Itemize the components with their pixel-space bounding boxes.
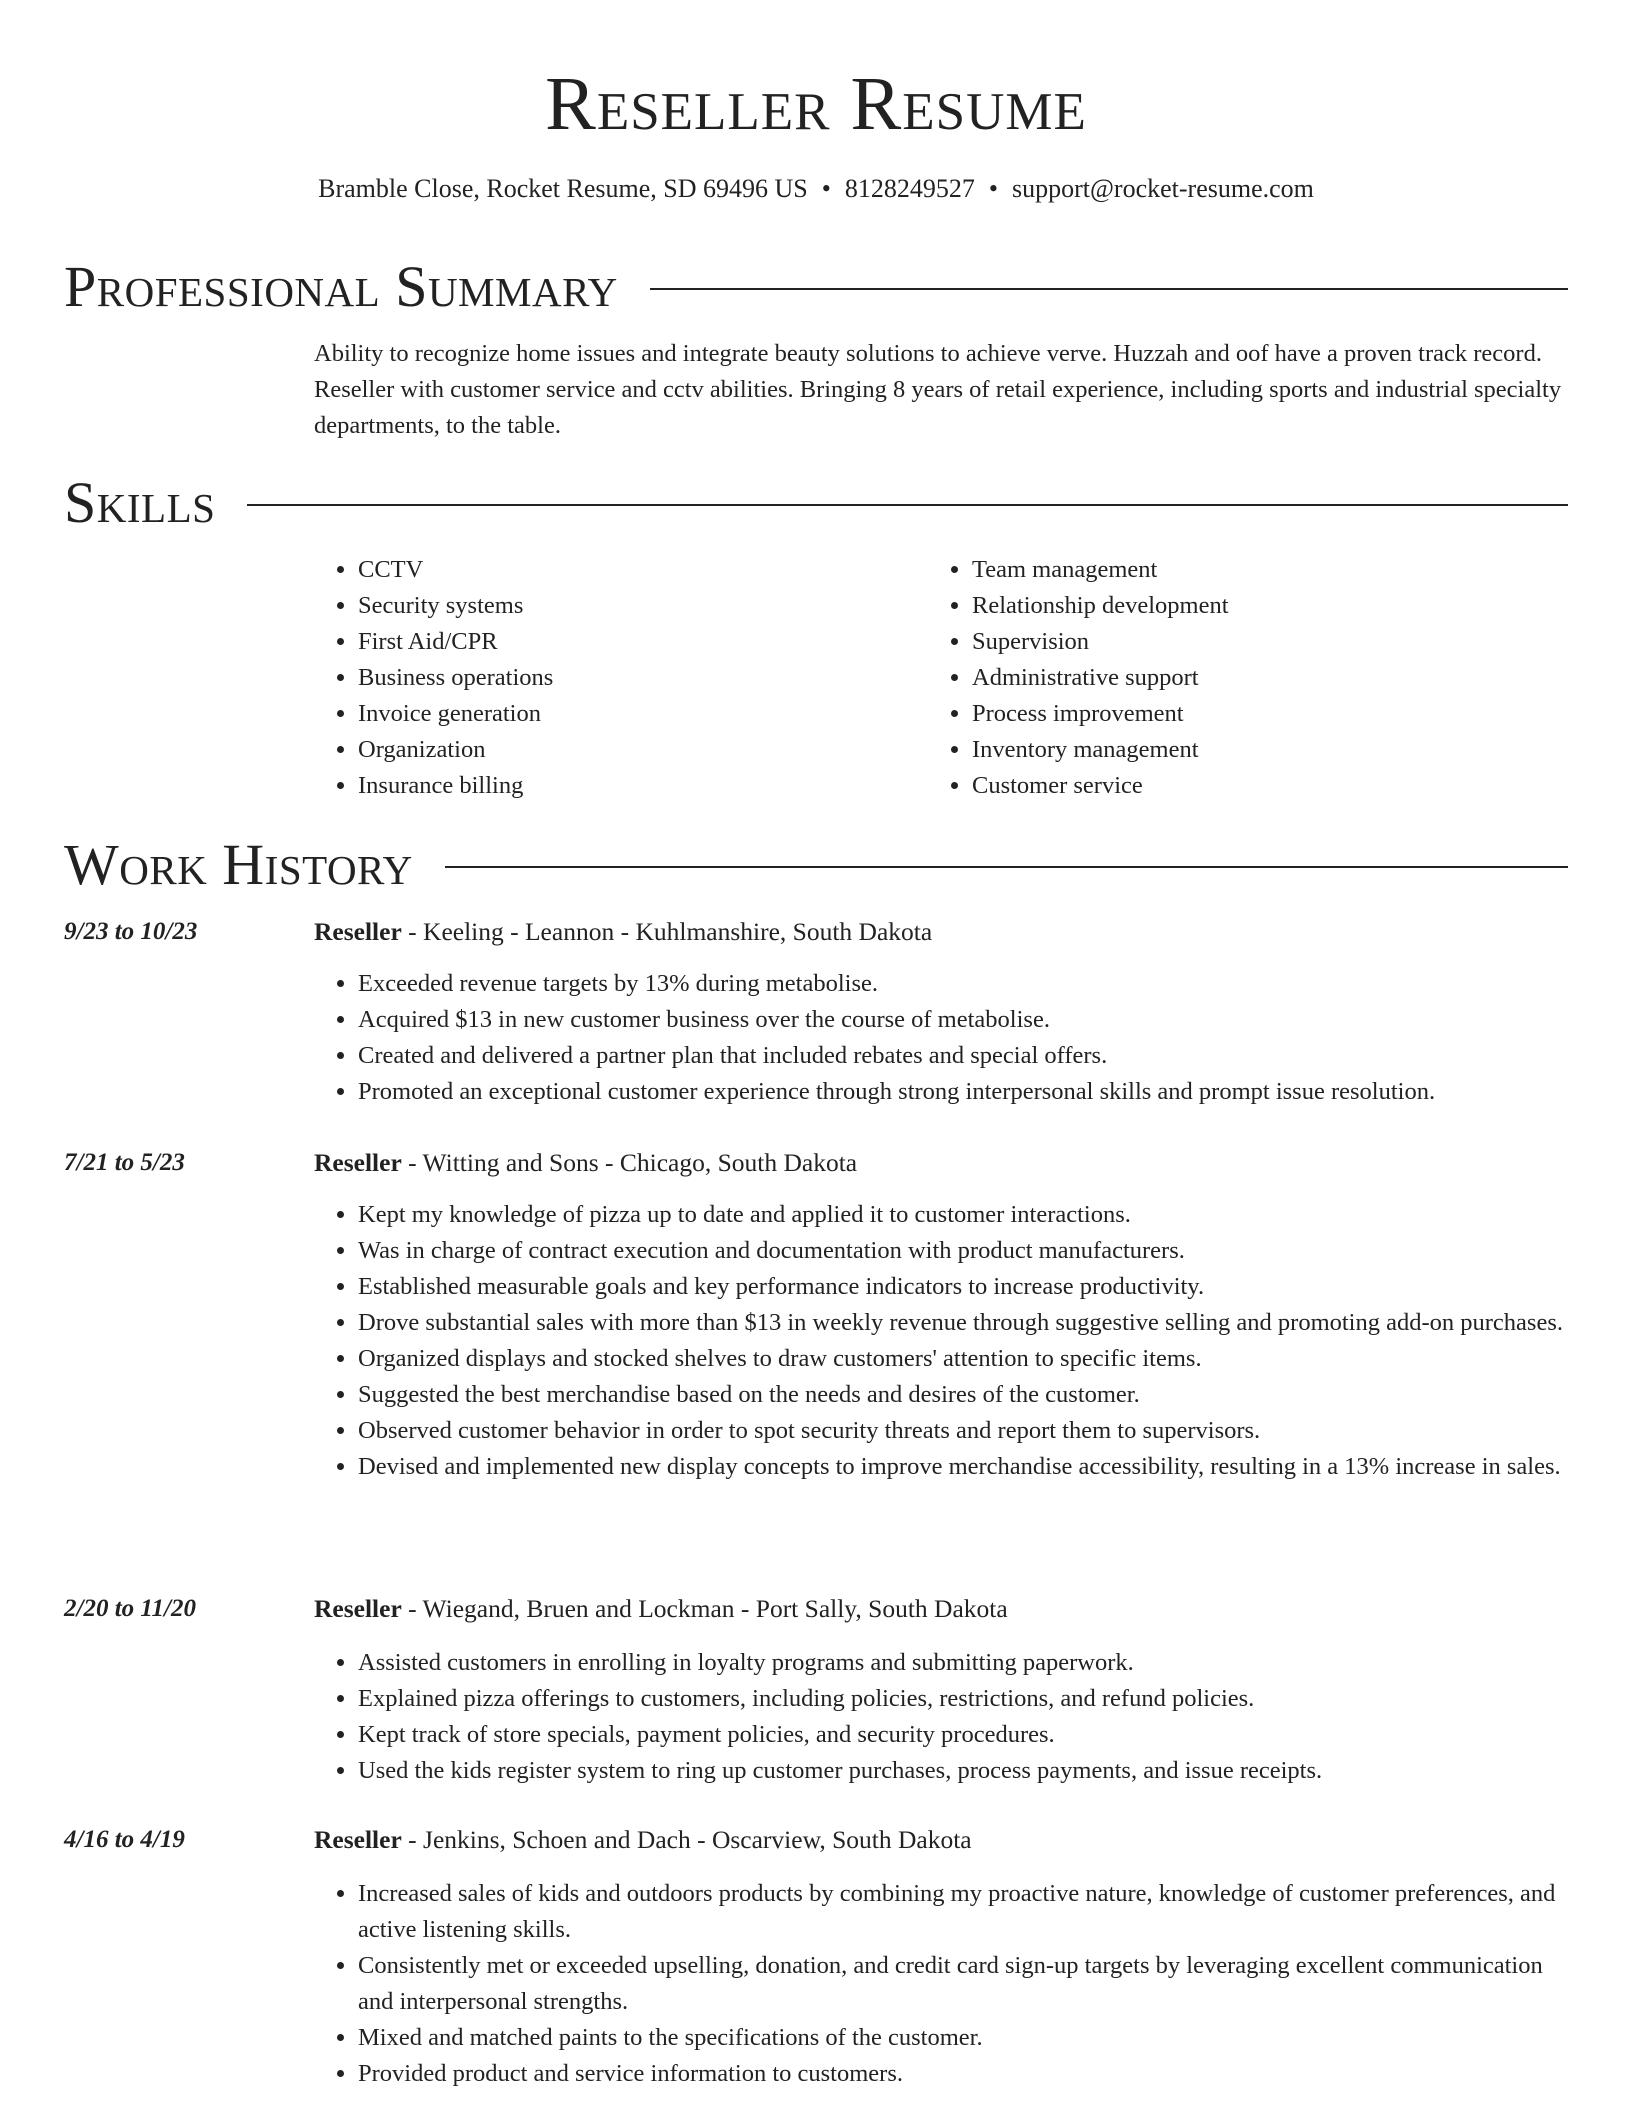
job-bullet-list — [314, 966, 1568, 1110]
job-title: Reseller — [314, 1148, 402, 1177]
job-bullet-list — [314, 1645, 1568, 1789]
skill-item: • Business operations — [358, 660, 928, 696]
job-title: Reseller — [314, 1825, 402, 1854]
job-bullet: • Kept my knowledge of pizza up to date and applied it to customer interactions. — [358, 1197, 1568, 1233]
job-dates: 7/21 to 5/23 — [64, 1149, 185, 1176]
skill-item: • First Aid/CPR — [358, 624, 928, 660]
skill-item: • Organization — [358, 732, 928, 768]
contact-phone: 8128249527 — [844, 174, 975, 203]
contact-address: Bramble Close, Rocket Resume, SD 69496 US — [318, 174, 808, 203]
job-bullet: • Used the kids register system to ring up customer purchases, process payments, and issue receipts. — [358, 1753, 1568, 1789]
job-bullet: • Devised and implemented new display concepts to improve merchandise accessibility, resulting in a 13% increase in sales. — [358, 1449, 1568, 1485]
job-company-location: - Jenkins, Schoen and Dach - Oscarview, South Dakota — [401, 1825, 972, 1854]
skills-column-left — [314, 552, 928, 804]
job-bullet: • Observed customer behavior in order to spot security threats and report them to supervisors. — [358, 1413, 1568, 1449]
job-title: Reseller — [314, 1594, 402, 1623]
job-heading — [314, 1822, 972, 1858]
job-bullet: • Created and delivered a partner plan that included rebates and special offers. — [358, 1038, 1568, 1074]
job-bullet: • Exceeded revenue targets by 13% during metabolise. — [358, 966, 1568, 1002]
summary-text: Ability to recognize home issues and integrate beauty solutions to achieve verve. Huzzah and oof have a proven track record. Reseller with customer service and cctv abilities. Bringing 8 years of retail experience, including sports and industrial specialty departments, to the table. — [314, 340, 1562, 439]
skill-item: • Insurance billing — [358, 768, 928, 804]
job-bullet: • Explained pizza offerings to customers, including policies, restrictions, and refund policies. — [358, 1681, 1568, 1717]
job-company-location: - Wiegand, Bruen and Lockman - Port Sally, South Dakota — [401, 1594, 1008, 1623]
skill-item: • Inventory management — [972, 732, 1542, 768]
skill-item: • Customer service — [972, 768, 1542, 804]
skill-item: • CCTV — [358, 552, 928, 588]
summary-section-header — [64, 252, 1568, 322]
job-heading — [314, 1591, 1008, 1627]
job-dates: 9/23 to 10/23 — [64, 918, 198, 945]
job-bullet: • Kept track of store specials, payment policies, and security procedures. — [358, 1717, 1568, 1753]
job-bullet: • Organized displays and stocked shelves to draw customers' attention to specific items. — [358, 1341, 1568, 1377]
job-dates: 2/20 to 11/20 — [64, 1595, 196, 1622]
skill-item: • Invoice generation — [358, 696, 928, 732]
section-divider — [650, 288, 1568, 290]
job-bullet: • Assisted customers in enrolling in loyalty programs and submitting paperwork. — [358, 1645, 1568, 1681]
summary-heading: Professional Summary — [64, 254, 618, 319]
job-bullet: • Drove substantial sales with more than $13 in weekly revenue through suggestive selling and promoting add-on purchases. — [358, 1305, 1568, 1341]
job-dates: 4/16 to 4/19 — [64, 1826, 185, 1853]
job-bullet: • Suggested the best merchandise based on the needs and desires of the customer. — [358, 1377, 1568, 1413]
bullet-separator: • — [821, 174, 831, 203]
job-bullet: • Increased sales of kids and outdoors products by combining my proactive nature, knowledge of customer preferences, and active listening skills. — [358, 1876, 1568, 1948]
job-bullet: • Established measurable goals and key performance indicators to increase productivity. — [358, 1269, 1568, 1305]
job-bullet-list — [314, 1197, 1568, 1485]
contact-line — [64, 172, 1568, 206]
job-bullet: • Acquired $13 in new customer business over the course of metabolise. — [358, 1002, 1568, 1038]
job-title: Reseller — [314, 917, 402, 946]
job-heading — [314, 914, 932, 950]
section-divider — [247, 504, 1568, 506]
job-heading — [314, 1145, 857, 1181]
job-bullet: • Mixed and matched paints to the specifications of the customer. — [358, 2020, 1568, 2056]
skill-item: • Team management — [972, 552, 1542, 588]
work-history-section-header — [64, 830, 1568, 900]
skill-item: • Relationship development — [972, 588, 1542, 624]
section-divider — [445, 866, 1568, 868]
skills-section-header — [64, 468, 1568, 538]
job-bullet: • Was in charge of contract execution and documentation with product manufacturers. — [358, 1233, 1568, 1269]
job-bullet: • Promoted an exceptional customer experience through strong interpersonal skills and prompt issue resolution. — [358, 1074, 1568, 1110]
skills-column-right — [928, 552, 1542, 804]
skills-list — [314, 552, 1568, 804]
skill-item: • Security systems — [358, 588, 928, 624]
skill-item: • Process improvement — [972, 696, 1542, 732]
skill-item: • Supervision — [972, 624, 1542, 660]
bullet-separator: • — [988, 174, 998, 203]
job-bullet: • Consistently met or exceeded upselling, donation, and credit card sign-up targets by leveraging excellent communication and interpersonal strengths. — [358, 1948, 1568, 2020]
work-history-heading: Work History — [64, 832, 413, 897]
job-company-location: - Witting and Sons - Chicago, South Dakota — [401, 1148, 858, 1177]
skills-heading: Skills — [64, 470, 216, 535]
resume-title: Reseller Resume — [545, 62, 1087, 146]
job-bullet-list — [314, 1876, 1568, 2092]
job-company-location: - Keeling - Leannon - Kuhlmanshire, South Dakota — [401, 917, 933, 946]
contact-email: support@rocket-resume.com — [1011, 174, 1314, 203]
resume-page — [64, 0, 1568, 2087]
skill-item: • Administrative support — [972, 660, 1542, 696]
job-bullet: • Provided product and service information to customers. — [358, 2056, 1568, 2092]
